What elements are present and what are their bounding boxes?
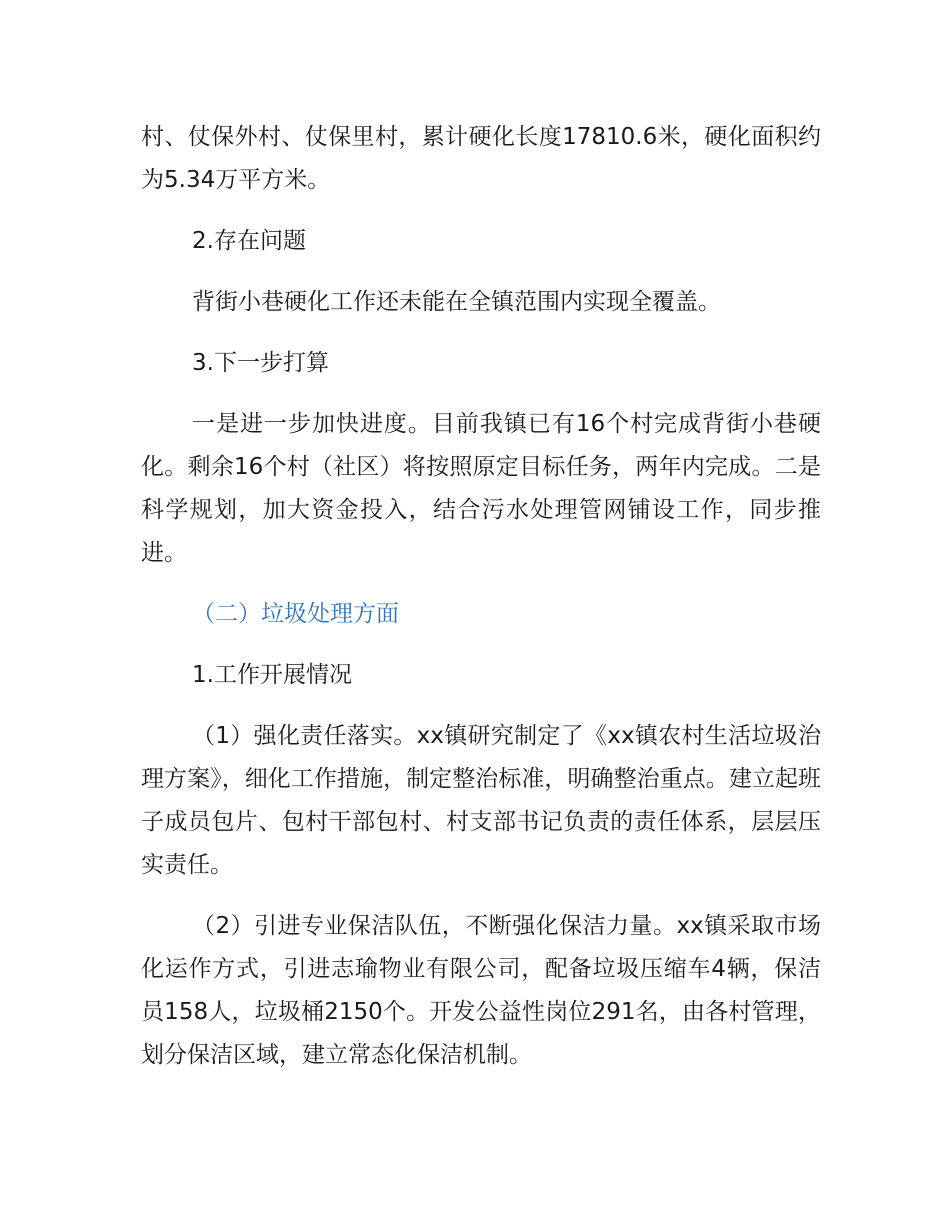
section-heading-garbage-disposal: （二）垃圾处理方面 xyxy=(192,601,399,627)
paragraph-problem-description: 背街小巷硬化工作还未能在全镇范围内实现全覆盖。 xyxy=(192,289,721,315)
heading-work-progress: 1.工作开展情况 xyxy=(192,662,352,688)
paragraph-cleaning-team: （2）引进专业保洁队伍，不断强化保洁力量。xx镇采取市场化运作方式，引进志瑜物业有限公司，配备垃圾压缩车4辆，保洁员158人，垃圾桶2150个。开发公益性岗位291名，由各村管理，划分保洁区域，建立常态化保洁机制。 xyxy=(141,913,821,1068)
heading-existing-problems: 2.存在问题 xyxy=(192,228,306,254)
document-body xyxy=(141,116,821,1077)
paragraph-responsibility: （1）强化责任落实。xx镇研究制定了《xx镇农村生活垃圾治理方案》，细化工作措施，制定整治标准，明确整治重点。建立起班子成员包片、包村干部包村、村支部书记负责的责任体系，层层压实责任。 xyxy=(141,723,821,878)
paragraph-road-hardening-summary: 村、仗保外村、仗保里村，累计硬化长度17810.6米，硬化面积约为5.34万平方米。 xyxy=(141,124,821,193)
heading-next-steps: 3.下一步打算 xyxy=(192,350,329,376)
paragraph-next-steps: 一是进一步加快进度。目前我镇已有16个村完成背街小巷硬化。剩余16个村（社区）将按照原定目标任务，两年内完成。二是科学规划，加大资金投入，结合污水处理管网铺设工作，同步推进。 xyxy=(141,411,821,566)
